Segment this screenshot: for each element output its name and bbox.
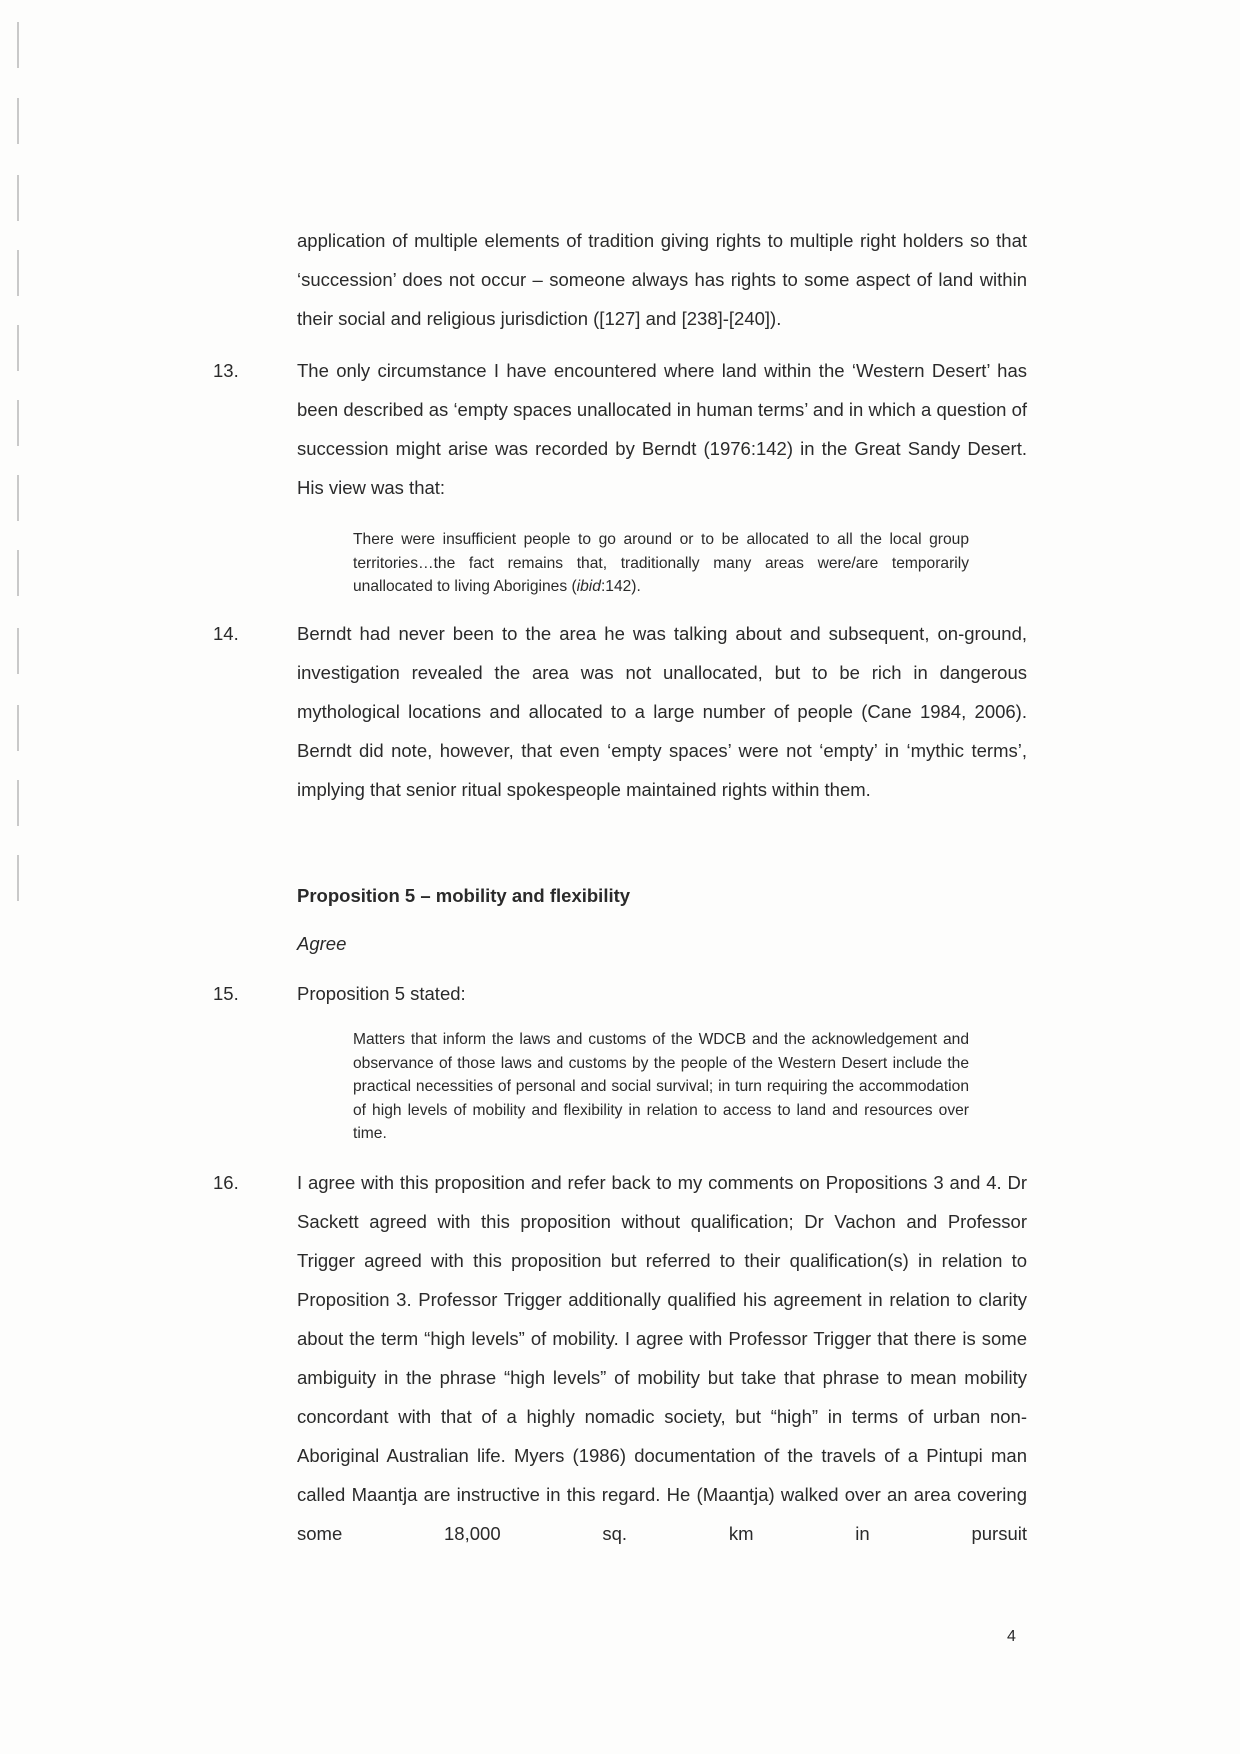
quote-citation: :142).	[600, 578, 641, 596]
scan-edge-mark	[17, 22, 19, 68]
paragraph-13: The only circumstance I have encountered where land within the ‘Western Desert’ has been described as ‘empty spaces unallocated in human terms’ and in which a question of succession might arise was recorded by Berndt (1976:142) in the Great Sandy Desert. His view was that:	[297, 360, 1027, 498]
section-position: Agree	[297, 933, 347, 954]
proposition-5-quote: Matters that inform the laws and customs of the WDCB and the acknowledgement and observance of those laws and customs by the people of the Western Desert include the practical necessities of personal and social survival; in turn requiring the accommodation of high levels of mobility and flexibility in relation to access to land and resources over time.	[353, 1031, 969, 1143]
scan-edge-mark	[17, 550, 19, 596]
paragraph-number: 13.	[213, 360, 239, 381]
scan-edge-mark	[17, 855, 19, 901]
scan-edge-mark	[17, 325, 19, 371]
paragraph-14: Berndt had never been to the area he was talking about and subsequent, on-ground, investigation revealed the area was not unallocated, but to be rich in dangerous mythological locations and allocated to a large number of people (Cane 1984, 2006). Berndt did note, however, that even ‘empty spaces’ were not ‘empty’ in ‘mythic terms’, implying that senior ritual spokespeople maintained rights within them.	[297, 623, 1027, 800]
quote-text: There were insufficient people to go around or to be allocated to all the local group territories…the fact remains that, traditionally many areas were/are temporarily unallocated to living Aborigines (	[353, 531, 969, 596]
scan-edge-mark	[17, 400, 19, 446]
scan-edge-mark	[17, 628, 19, 674]
paragraph-12-continuation: application of multiple elements of tradition giving rights to multiple right holders so that ‘succession’ does not occur – someone always has rights to some aspect of land within their social and religious jurisdiction ([127] and [238]-[240]).	[297, 230, 1027, 329]
paragraph-15: Proposition 5 stated:	[297, 983, 466, 1004]
quote-ibid: ibid	[576, 578, 601, 596]
berndt-quote	[353, 528, 969, 599]
scan-edge-mark	[17, 705, 19, 751]
scan-edge-mark	[17, 175, 19, 221]
paragraph-16: I agree with this proposition and refer back to my comments on Propositions 3 and 4. Dr Sackett agreed with this proposition without qualification; Dr Vachon and Professor Trigger agreed with this proposition but referred to their qualification(s) in relation to Proposition 3. Professor Trigger additionally qualified his agreement in relation to clarity about the term “high levels” of mobility. I agree with Professor Trigger that there is some ambiguity in the phrase “high levels” of mobility but take that phrase to mean mobility concordant with that of a highly nomadic society, but “high” in terms of urban non-Aboriginal Australian life. Myers (1986) documentation of the travels of a Pintupi man called Maantja are instructive in this regard. He (Maantja) walked over an area covering some 18,000 sq. km in pursuit	[297, 1172, 1027, 1544]
paragraph-number: 14.	[213, 623, 239, 644]
paragraph-number: 16.	[213, 1172, 239, 1193]
paragraph-number: 15.	[213, 983, 239, 1004]
section-heading: Proposition 5 – mobility and flexibility	[297, 885, 631, 906]
scan-edge-mark	[17, 250, 19, 296]
scan-edge-mark	[17, 475, 19, 521]
scan-edge-mark	[17, 98, 19, 144]
scan-edge-mark	[17, 780, 19, 826]
page-number: 4	[1007, 1628, 1016, 1645]
